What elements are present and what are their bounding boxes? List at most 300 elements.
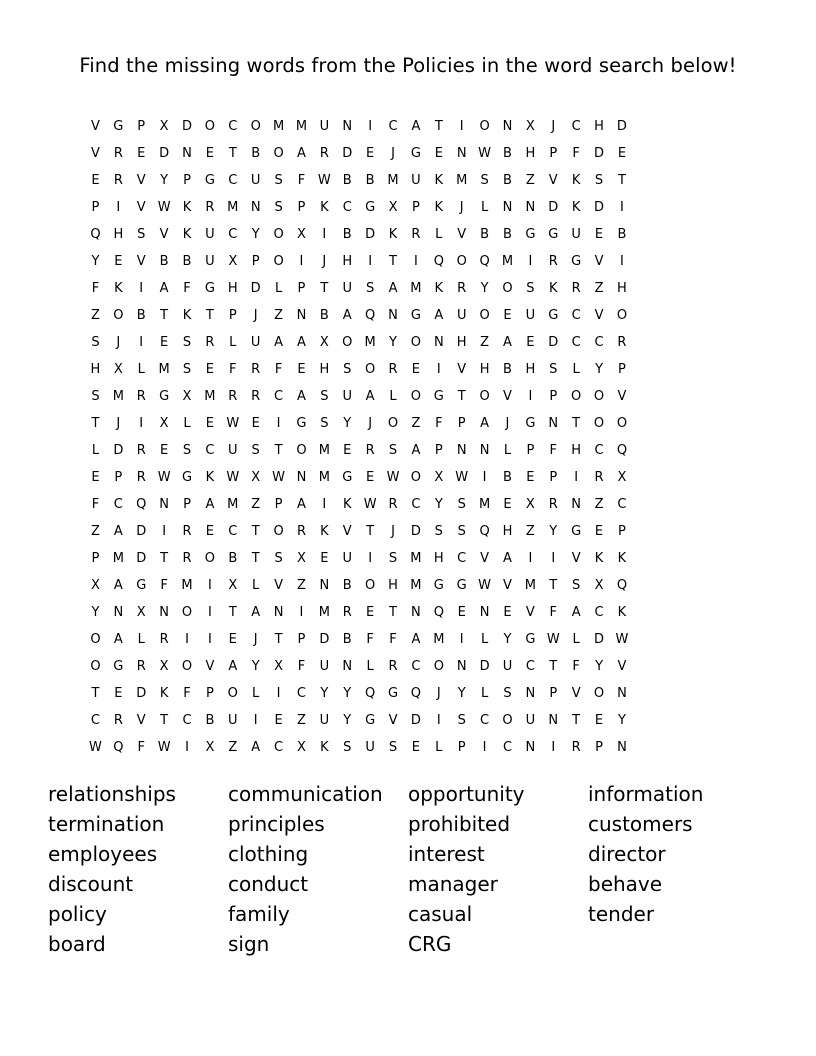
grid-letter: A xyxy=(297,389,306,404)
grid-letter: E xyxy=(434,146,443,161)
grid-letter: X xyxy=(182,389,192,404)
grid-letter: C xyxy=(228,524,238,539)
grid-letter: N xyxy=(388,308,398,323)
grid-letter: U xyxy=(319,713,330,728)
grid-letter: T xyxy=(274,632,283,647)
grid-letter: J xyxy=(391,146,395,161)
grid-letter: B xyxy=(617,227,627,242)
grid-letter: P xyxy=(251,254,260,269)
grid-letter: I xyxy=(528,254,533,269)
grid-letter: T xyxy=(91,686,100,701)
grid-letter: S xyxy=(274,173,283,188)
grid-letter: S xyxy=(457,497,466,512)
grid-letter: Y xyxy=(617,713,626,728)
grid-letter: O xyxy=(410,335,422,350)
grid-letter: Q xyxy=(479,254,490,269)
grid-letter: N xyxy=(159,605,169,620)
grid-letter: K xyxy=(548,281,558,296)
word-list-item: prohibited xyxy=(408,812,511,836)
grid-letter: G xyxy=(456,578,467,593)
grid-letter: H xyxy=(525,146,536,161)
grid-letter: X xyxy=(90,578,100,593)
grid-letter: E xyxy=(366,146,375,161)
grid-letter: M xyxy=(227,200,239,215)
grid-letter: E xyxy=(205,416,214,431)
grid-letter: U xyxy=(205,227,215,242)
grid-letter: Z xyxy=(594,497,604,512)
grid-letter: W xyxy=(89,740,102,755)
grid-letter: F xyxy=(91,281,100,296)
grid-letter: L xyxy=(435,740,443,755)
grid-row xyxy=(84,167,744,194)
grid-letter: R xyxy=(548,254,558,269)
grid-letter: G xyxy=(342,470,353,485)
grid-letter: D xyxy=(136,524,147,539)
grid-letter: F xyxy=(572,146,580,161)
grid-letter: M xyxy=(318,470,330,485)
grid-letter: N xyxy=(502,119,513,134)
grid-letter: V xyxy=(617,659,627,674)
grid-letter: F xyxy=(297,659,306,674)
grid-letter: Y xyxy=(595,362,604,377)
grid-letter: T xyxy=(572,416,581,431)
grid-letter: N xyxy=(433,335,444,350)
grid-letter: V xyxy=(503,389,512,404)
grid-letter: X xyxy=(594,578,604,593)
grid-letter: W xyxy=(615,632,629,647)
grid-letter: E xyxy=(594,713,604,728)
grid-letter: V xyxy=(548,173,558,188)
grid-letter: C xyxy=(342,200,352,215)
grid-letter: O xyxy=(181,659,193,674)
grid-letter: Z xyxy=(274,308,284,323)
grid-letter: X xyxy=(297,740,306,755)
grid-letter: E xyxy=(137,146,146,161)
grid-letter: D xyxy=(410,524,421,539)
grid-letter: M xyxy=(501,254,514,269)
grid-row xyxy=(84,518,744,545)
grid-letter: U xyxy=(365,740,375,755)
grid-letter: G xyxy=(410,146,421,161)
grid-letter: N xyxy=(548,416,559,431)
word-list-column xyxy=(588,779,768,959)
grid-letter: A xyxy=(113,632,123,647)
grid-letter: T xyxy=(389,254,397,269)
grid-letter: E xyxy=(343,443,352,458)
grid-letter: E xyxy=(526,470,535,485)
page-title: Find the missing words from the Policies in the word search below! xyxy=(79,54,737,77)
grid-letter: I xyxy=(162,524,167,539)
grid-letter: E xyxy=(91,173,100,188)
grid-letter: D xyxy=(548,335,559,350)
grid-letter: I xyxy=(185,632,189,647)
grid-letter: V xyxy=(503,578,512,593)
grid-letter: Q xyxy=(113,740,124,755)
grid-letter: G xyxy=(159,389,170,404)
grid-letter: R xyxy=(136,659,146,674)
grid-letter: G xyxy=(365,713,376,728)
grid-letter: S xyxy=(320,416,329,431)
grid-letter: A xyxy=(434,308,444,323)
grid-letter: I xyxy=(413,254,418,269)
grid-letter: S xyxy=(91,335,100,350)
grid-letter: N xyxy=(342,119,353,134)
grid-letter: Z xyxy=(297,578,306,593)
grid-letter: O xyxy=(502,281,513,296)
word-list xyxy=(48,779,808,959)
grid-letter: U xyxy=(319,659,330,674)
grid-letter: H xyxy=(388,578,398,593)
grid-letter: X xyxy=(251,470,261,485)
grid-letter: O xyxy=(479,389,490,404)
word-list-item: behave xyxy=(588,872,663,896)
grid-letter: T xyxy=(457,389,466,404)
grid-letter: A xyxy=(297,335,306,350)
grid-letter: P xyxy=(434,443,443,458)
grid-letter: E xyxy=(411,740,421,755)
grid-letter: W xyxy=(317,173,331,188)
grid-letter: D xyxy=(136,551,147,566)
grid-letter: C xyxy=(480,713,490,728)
grid-letter: C xyxy=(228,119,238,134)
grid-letter: G xyxy=(571,524,582,539)
grid-letter: I xyxy=(482,740,487,755)
grid-row xyxy=(84,464,744,491)
grid-letter: A xyxy=(503,551,512,566)
grid-letter: X xyxy=(228,254,238,269)
grid-letter: B xyxy=(365,173,375,188)
word-list-item: discount xyxy=(48,872,134,896)
grid-letter: S xyxy=(182,335,192,350)
grid-letter: C xyxy=(594,335,604,350)
grid-letter: O xyxy=(273,254,284,269)
grid-letter: T xyxy=(434,119,443,134)
grid-letter: C xyxy=(594,443,604,458)
grid-letter: C xyxy=(571,335,581,350)
word-list-item: CRG xyxy=(408,932,452,956)
grid-letter: P xyxy=(549,146,558,161)
word-list-column xyxy=(408,779,588,959)
grid-letter: R xyxy=(571,740,581,755)
grid-letter: R xyxy=(571,281,581,296)
grid-letter: J xyxy=(116,416,121,431)
grid-letter: D xyxy=(182,119,193,134)
grid-letter: E xyxy=(457,605,466,620)
grid-letter: O xyxy=(273,146,284,161)
grid-letter: K xyxy=(342,497,352,512)
grid-letter: M xyxy=(410,578,422,593)
grid-letter: D xyxy=(616,119,627,134)
grid-letter: Y xyxy=(343,713,352,728)
grid-letter: C xyxy=(617,497,627,512)
grid-letter: V xyxy=(342,524,352,539)
grid-letter: E xyxy=(274,713,283,728)
word-search-grid xyxy=(84,113,744,761)
grid-letter: J xyxy=(116,335,121,350)
grid-letter: U xyxy=(205,254,215,269)
grid-letter: S xyxy=(251,443,260,458)
grid-letter: X xyxy=(525,497,535,512)
grid-letter: V xyxy=(274,578,284,593)
grid-letter: C xyxy=(90,713,100,728)
grid-letter: F xyxy=(549,605,557,620)
grid-letter: Z xyxy=(525,173,535,188)
grid-letter: R xyxy=(594,470,604,485)
grid-letter: S xyxy=(388,740,398,755)
grid-letter: E xyxy=(228,632,237,647)
grid-letter: C xyxy=(411,497,421,512)
grid-letter: M xyxy=(456,173,468,188)
word-list-item: family xyxy=(228,902,290,926)
grid-letter: J xyxy=(436,686,441,701)
grid-letter: F xyxy=(183,686,191,701)
grid-row xyxy=(84,545,744,572)
grid-letter: I xyxy=(139,416,144,431)
grid-letter: L xyxy=(572,632,580,647)
grid-letter: M xyxy=(410,281,422,296)
grid-letter: T xyxy=(91,416,100,431)
grid-letter: G xyxy=(433,389,444,404)
grid-letter: R xyxy=(342,605,352,620)
grid-letter: B xyxy=(136,308,146,323)
grid-letter: F xyxy=(297,173,306,188)
grid-letter: O xyxy=(296,443,307,458)
grid-letter: F xyxy=(572,659,580,674)
grid-letter: P xyxy=(91,200,100,215)
word-list-item: principles xyxy=(228,812,325,836)
grid-letter: D xyxy=(342,146,353,161)
grid-letter: S xyxy=(274,551,283,566)
grid-letter: N xyxy=(296,470,307,485)
grid-letter: Z xyxy=(297,713,306,728)
grid-letter: R xyxy=(388,362,398,377)
grid-letter: X xyxy=(159,119,169,134)
grid-letter: A xyxy=(480,416,490,431)
grid-letter: P xyxy=(183,497,191,512)
grid-letter: X xyxy=(205,740,215,755)
grid-letter: T xyxy=(366,524,375,539)
grid-letter: G xyxy=(548,227,559,242)
grid-letter: X xyxy=(136,605,146,620)
grid-letter: Y xyxy=(503,632,512,647)
grid-letter: A xyxy=(388,281,398,296)
grid-letter: O xyxy=(616,416,628,431)
grid-letter: X xyxy=(617,470,627,485)
grid-letter: U xyxy=(228,713,238,728)
grid-letter: C xyxy=(228,227,238,242)
grid-letter: S xyxy=(457,713,466,728)
grid-letter: N xyxy=(273,605,284,620)
grid-letter: R xyxy=(159,632,169,647)
grid-letter: E xyxy=(205,524,214,539)
grid-letter: A xyxy=(274,335,284,350)
grid-letter: P xyxy=(183,173,191,188)
grid-letter: E xyxy=(205,146,214,161)
word-list-item: interest xyxy=(408,842,485,866)
grid-letter: W xyxy=(157,740,171,755)
grid-letter: R xyxy=(457,281,467,296)
grid-letter: P xyxy=(549,389,558,404)
grid-letter: E xyxy=(366,470,375,485)
word-list-item: relationships xyxy=(48,782,176,806)
grid-letter: T xyxy=(572,713,581,728)
grid-letter: I xyxy=(368,119,373,134)
grid-letter: K xyxy=(320,524,329,539)
grid-letter: J xyxy=(391,524,395,539)
grid-letter: H xyxy=(479,362,490,377)
word-list-item: manager xyxy=(408,872,498,896)
grid-letter: P xyxy=(228,308,237,323)
grid-letter: C xyxy=(205,443,215,458)
grid-letter: V xyxy=(205,659,215,674)
grid-letter: G xyxy=(136,578,147,593)
grid-letter: K xyxy=(434,173,444,188)
grid-letter: L xyxy=(91,443,100,458)
grid-letter: K xyxy=(159,686,169,701)
grid-letter: G xyxy=(181,470,193,485)
word-list-item: customers xyxy=(588,812,693,836)
grid-letter: M xyxy=(364,335,376,350)
grid-letter: L xyxy=(252,578,260,593)
grid-letter: N xyxy=(319,578,330,593)
word-list-item: communication xyxy=(228,782,383,806)
grid-letter: A xyxy=(159,281,169,296)
grid-letter: U xyxy=(502,659,513,674)
grid-letter: O xyxy=(204,551,216,566)
word-list-item: sign xyxy=(228,932,270,956)
grid-letter: V xyxy=(388,713,398,728)
grid-letter: S xyxy=(366,281,375,296)
grid-letter: P xyxy=(205,686,214,701)
grid-letter: P xyxy=(274,497,283,512)
grid-letter: E xyxy=(411,362,421,377)
word-list-item: employees xyxy=(48,842,158,866)
grid-letter: G xyxy=(525,416,536,431)
grid-letter: D xyxy=(250,281,261,296)
grid-letter: N xyxy=(571,497,582,512)
grid-letter: A xyxy=(342,308,352,323)
grid-letter: V xyxy=(136,713,146,728)
grid-letter: B xyxy=(503,227,512,242)
grid-letter: O xyxy=(433,659,444,674)
grid-letter: Q xyxy=(365,686,376,701)
grid-letter: L xyxy=(503,443,512,458)
grid-letter: Y xyxy=(320,686,329,701)
grid-row xyxy=(84,572,744,599)
word-list-item: board xyxy=(48,932,106,956)
grid-letter: N xyxy=(617,740,627,755)
grid-letter: O xyxy=(181,605,193,620)
grid-letter: Q xyxy=(136,497,147,512)
grid-letter: Z xyxy=(525,524,535,539)
grid-letter: T xyxy=(251,524,260,539)
grid-letter: C xyxy=(594,605,604,620)
grid-letter: F xyxy=(389,632,397,647)
grid-letter: J xyxy=(368,416,373,431)
grid-letter: X xyxy=(388,200,398,215)
grid-letter: X xyxy=(297,227,306,242)
grid-letter: I xyxy=(116,200,121,215)
grid-letter: N xyxy=(296,308,307,323)
grid-letter: O xyxy=(410,470,422,485)
grid-letter: C xyxy=(296,686,306,701)
grid-letter: U xyxy=(525,713,536,728)
grid-letter: I xyxy=(368,254,373,269)
grid-letter: A xyxy=(113,578,123,593)
grid-letter: D xyxy=(594,200,605,215)
word-list-item: director xyxy=(588,842,666,866)
grid-letter: I xyxy=(482,470,487,485)
grid-letter: Y xyxy=(389,335,397,350)
grid-letter: O xyxy=(113,308,124,323)
grid-letter: B xyxy=(342,173,352,188)
grid-letter: G xyxy=(204,281,215,296)
grid-letter: Q xyxy=(365,308,376,323)
grid-letter: S xyxy=(503,686,512,701)
grid-letter: W xyxy=(546,632,560,647)
grid-letter: V xyxy=(594,308,604,323)
grid-letter: C xyxy=(182,713,192,728)
grid-letter: P xyxy=(297,632,306,647)
grid-letter: L xyxy=(389,389,397,404)
grid-letter: L xyxy=(252,686,260,701)
grid-letter: K xyxy=(571,173,581,188)
grid-letter: S xyxy=(457,524,466,539)
grid-letter: M xyxy=(272,119,285,134)
word-list-item: information xyxy=(588,782,704,806)
grid-letter: A xyxy=(297,146,306,161)
grid-letter: M xyxy=(112,551,124,566)
grid-letter: G xyxy=(365,200,376,215)
grid-letter: I xyxy=(322,497,327,512)
grid-letter: B xyxy=(503,146,512,161)
grid-letter: O xyxy=(593,686,605,701)
grid-letter: E xyxy=(297,362,306,377)
grid-letter: J xyxy=(322,254,327,269)
grid-letter: T xyxy=(228,146,237,161)
grid-letter: S xyxy=(91,389,100,404)
grid-letter: G xyxy=(113,659,124,674)
grid-letter: B xyxy=(342,578,352,593)
grid-letter: J xyxy=(551,119,556,134)
grid-letter: S xyxy=(320,389,329,404)
grid-letter: R xyxy=(113,173,123,188)
grid-letter: S xyxy=(274,200,283,215)
grid-letter: E xyxy=(114,254,123,269)
grid-letter: M xyxy=(227,497,239,512)
grid-letter: I xyxy=(620,200,624,215)
grid-letter: I xyxy=(620,254,624,269)
grid-letter: O xyxy=(410,389,422,404)
grid-letter: B xyxy=(342,632,352,647)
word-list-item: policy xyxy=(48,902,107,926)
grid-letter: S xyxy=(343,362,352,377)
grid-letter: R xyxy=(182,524,192,539)
grid-letter: I xyxy=(574,470,579,485)
grid-letter: I xyxy=(436,362,441,377)
grid-letter: M xyxy=(410,551,422,566)
grid-letter: Y xyxy=(434,497,443,512)
grid-letter: E xyxy=(160,335,169,350)
grid-letter: K xyxy=(320,200,329,215)
grid-letter: K xyxy=(434,200,444,215)
grid-letter: T xyxy=(549,659,558,674)
grid-letter: P xyxy=(137,119,146,134)
grid-letter: L xyxy=(229,335,237,350)
grid-letter: V xyxy=(90,119,100,134)
grid-letter: S xyxy=(572,578,581,593)
grid-letter: I xyxy=(276,416,281,431)
